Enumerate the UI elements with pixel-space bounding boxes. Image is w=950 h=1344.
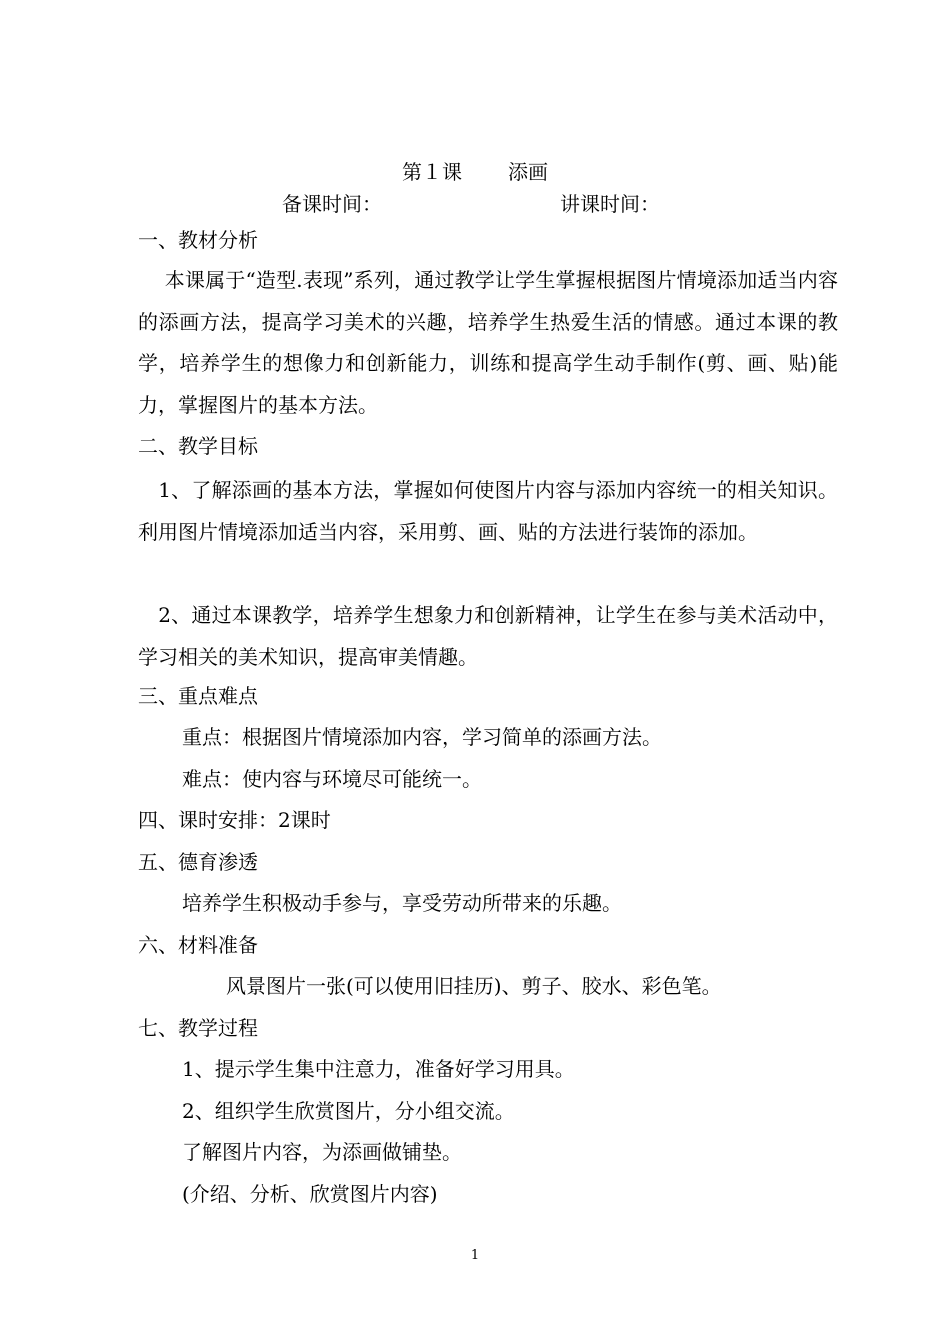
page-number: 1	[470, 1248, 480, 1263]
moral-education-text: 培养学生积极动手参与，享受劳动所带来的乐趣。	[182, 891, 622, 915]
process-step-2-note-2: (介绍、分析、欣赏图片内容)	[182, 1182, 438, 1206]
process-step-1: 1、提示学生集中注意力，准备好学习用具。	[182, 1057, 575, 1081]
lesson-number: 第１课	[402, 160, 462, 184]
section-heading-materials-analysis: 一、教材分析	[138, 228, 258, 252]
teaching-goal-1: 1、了解添画的基本方法，掌握如何使图片内容与添加内容统一的相关知识。利用图片情境添加适当内容，采用剪、画、贴的方法进行装饰的添加。	[138, 478, 838, 544]
section-heading-teaching-goals: 二、教学目标	[138, 434, 258, 458]
lesson-name: 添画	[508, 160, 548, 184]
prep-time-label: 备课时间：	[282, 192, 382, 216]
teaching-goal-2: 2、通过本课教学，培养学生想象力和创新精神，让学生在参与美术活动中，学习相关的美术知识，提高审美情趣。	[138, 603, 838, 669]
process-step-2: 2、组织学生欣赏图片，分小组交流。	[182, 1099, 515, 1123]
teach-time-label: 讲课时间：	[560, 192, 660, 216]
section-heading-class-hours: 四、课时安排：2课时	[138, 808, 331, 832]
section-heading-moral-education: 五、德育渗透	[138, 850, 258, 874]
section-heading-materials-prep: 六、材料准备	[138, 933, 258, 957]
key-point: 重点：根据图片情境添加内容，学习简单的添画方法。	[182, 725, 662, 749]
materials-analysis-paragraph: 本课属于“造型.表现”系列，通过教学让学生掌握根据图片情境添加适当内容的添画方法，提高学习美术的兴趣，培养学生热爱生活的情感。通过本课的教学，培养学生的想像力和创新能力，训练和提高学生动手制作(剪、画、贴)能力，掌握图片的基本方法。	[138, 268, 838, 417]
section-heading-teaching-process: 七、教学过程	[138, 1016, 258, 1040]
materials-prep-text: 风景图片一张(可以使用旧挂历)、剪子、胶水、彩色笔。	[226, 974, 722, 998]
lesson-title	[0, 160, 950, 184]
section-heading-key-difficulties: 三、重点难点	[138, 684, 258, 708]
process-step-2-note-1: 了解图片内容，为添画做铺垫。	[182, 1140, 462, 1164]
difficult-point: 难点：使内容与环境尽可能统一。	[182, 767, 482, 791]
